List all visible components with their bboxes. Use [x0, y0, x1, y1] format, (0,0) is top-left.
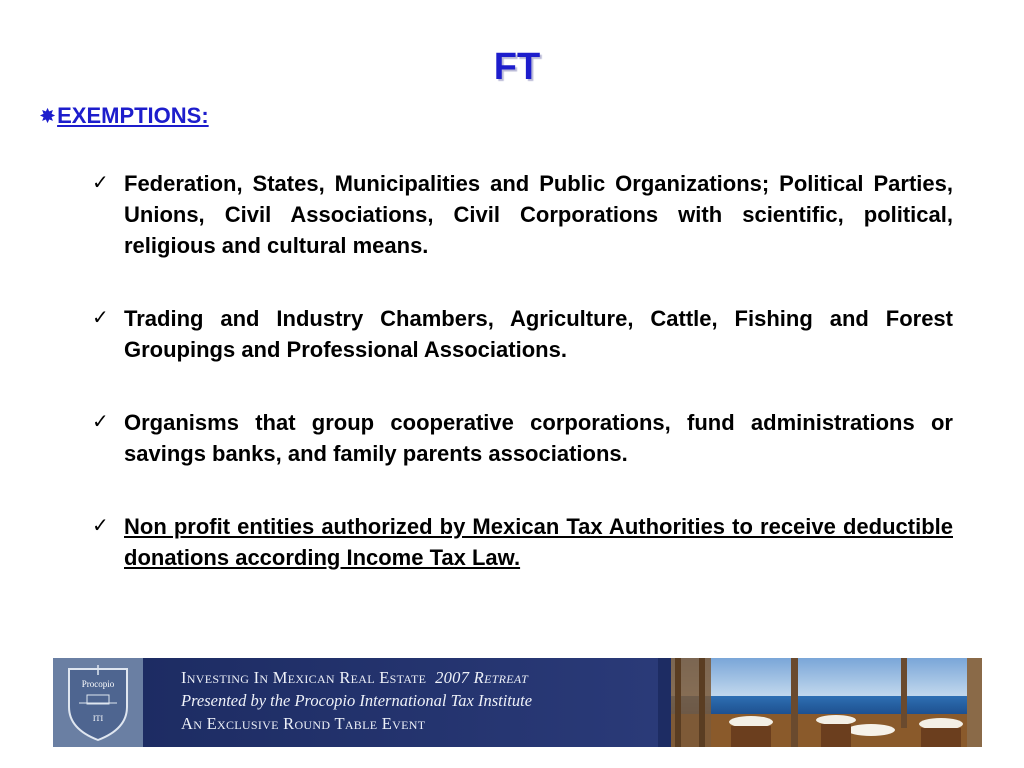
checkmark-icon: ✓: [92, 515, 109, 537]
banner-line-2: Presented by the Procopio International Tax Institute: [181, 691, 533, 710]
seal-sub: ITI: [92, 713, 104, 723]
checkmark-icon: ✓: [92, 411, 109, 433]
bullet-list: [92, 168, 953, 615]
bullet-text: Trading and Industry Chambers, Agriculture, Cattle, Fishing and Forest Groupings and Professional Associations.: [124, 306, 953, 362]
bullet-text: Non profit entities authorized by Mexican Tax Authorities to receive deductible donations according Income Tax Law.: [124, 514, 953, 570]
list-item: [92, 511, 953, 573]
list-item: [92, 303, 953, 365]
checkmark-icon: ✓: [92, 172, 109, 194]
banner-text-band: [143, 658, 658, 747]
section-heading: [40, 103, 209, 129]
seal-name: Procopio: [81, 678, 115, 689]
checkmark-icon: ✓: [92, 307, 109, 329]
procopio-seal-logo: [53, 658, 143, 747]
asterisk-icon: ✸: [40, 105, 56, 126]
slide-title: FT: [493, 46, 541, 88]
bullet-text: Organisms that group cooperative corporations, fund administrations or savings banks, and family parents associations.: [124, 410, 953, 466]
resort-photo: [671, 658, 982, 747]
banner-line-1: Investing In Mexican Real Estate 2007 Retreat: [181, 668, 529, 687]
banner-line-3: An Exclusive Round Table Event: [181, 714, 426, 733]
bullet-text: Federation, States, Municipalities and Public Organizations; Political Parties, Unions, Civil Associations, Civil Corporations with scientific, political, religious and cultural means.: [124, 171, 953, 258]
section-label: EXEMPTIONS:: [57, 103, 209, 128]
list-item: [92, 168, 953, 261]
footer-banner: [53, 658, 982, 747]
list-item: [92, 407, 953, 469]
